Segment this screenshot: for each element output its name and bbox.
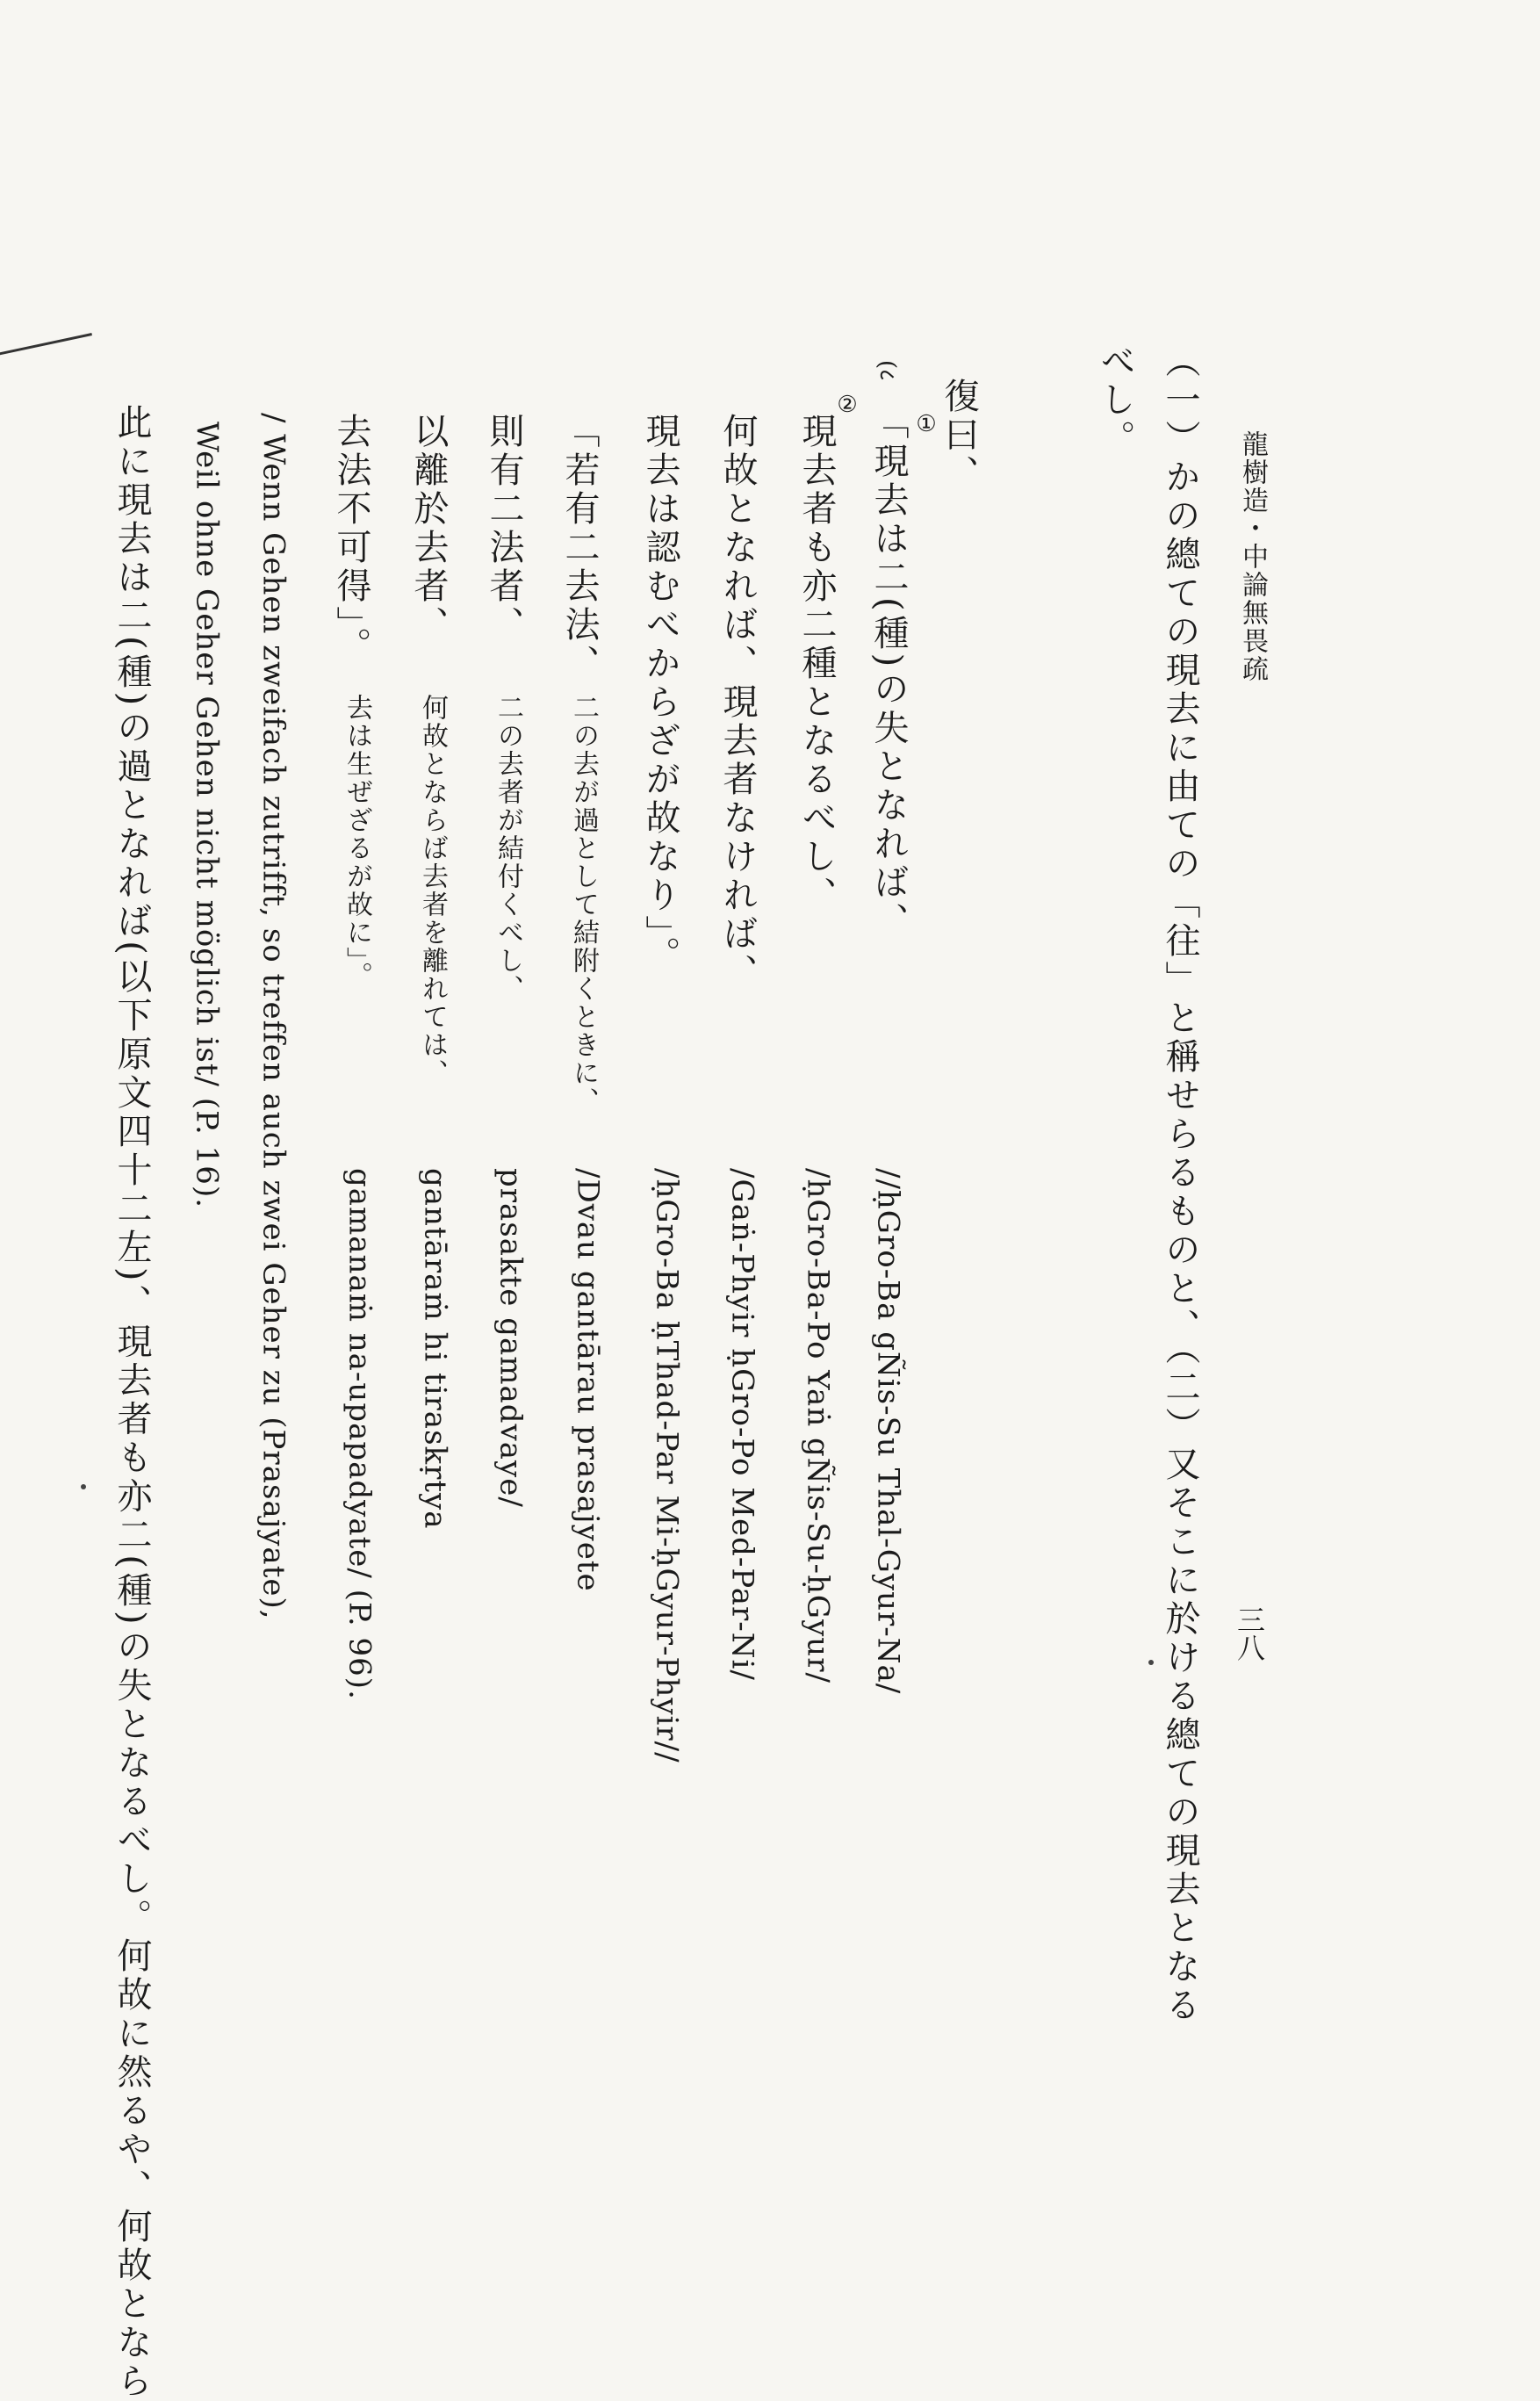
verse-line-sanskrit: prasakte gamadvaye/ <box>493 1168 529 1508</box>
ink-speck <box>1148 1660 1154 1665</box>
verse-line-gloss: 二の去者が結付くべし、 <box>493 694 523 1003</box>
text-line: 此に現去は二(種)の過となれば(以下原文四十二左)、現去者も亦二(種)の失となるべし。何故に然るや、何故となら <box>112 404 152 2401</box>
text-line: べし。 <box>1095 342 1135 458</box>
verse-line-sanskrit: gamanaṁ na-upapadyate/ (P. 96). <box>342 1168 378 1700</box>
verse-line-japanese: 現去は認むべからざが故なり」。 <box>640 413 680 975</box>
ink-speck <box>81 1484 86 1489</box>
verse-line-chinese: 去法不可得」。 <box>331 413 371 666</box>
text-line: （一）かの總ての現去に由ての「往」と稱せらるものと、（二）又そこに於ける總ての現去となる <box>1160 342 1200 2025</box>
verse-line-tibetan: /ḥGro-Ba-Po Yaṅ gÑis-Su-ḥGyur/ <box>800 1168 836 1684</box>
verse-line-japanese: 「現去は二(種)の失となれば、 <box>868 404 909 941</box>
verse-line-chinese: 以離於去者、 <box>408 413 449 645</box>
footnote-marker: ② <box>834 392 860 418</box>
page-number: 三八 <box>1233 1605 1266 1662</box>
verse-line-chinese: 則有二法者、 <box>484 413 524 645</box>
footnote-marker: ① <box>913 411 939 437</box>
german-translation-line: / Wenn Gehen zweifach zutrifft, so treffen auch zwei Geher zu (Prasajyate), <box>255 413 291 1620</box>
running-head: 龍樹造・中論無畏疏 <box>1237 430 1268 683</box>
verse-line-tibetan: /Gaṅ-Phyir ḥGro-Po Med-Par-Ni/ <box>724 1168 760 1681</box>
text-line: 復曰、 <box>939 378 979 494</box>
verse-line-gloss: 二の去が過として結附くときに、 <box>568 694 599 1115</box>
verse-line-gloss: 何故とならば去者を離れては、 <box>417 694 448 1087</box>
german-translation-line: Weil ohne Geher Gehen nicht möglich ist/ (P. 16). <box>189 422 225 1209</box>
verse-line-tibetan: /ḥGro-Ba ḥThad-Par Mi-ḥGyur-Phyir// <box>649 1168 685 1763</box>
verse-line-japanese: 何故となれば、現去者なければ、 <box>717 413 758 992</box>
verse-line-japanese: 現去者も亦二種となるべし、 <box>796 413 837 915</box>
verse-line-sanskrit: gantāraṁ hi tiraskṛtya <box>417 1168 453 1530</box>
verse-line-chinese: 「若有二去法、 <box>559 413 600 683</box>
verse-line-tibetan: //ḥGro-Ba gÑis-Su Thal-Gyur-Na/ <box>870 1168 906 1695</box>
verse-line-gloss: 去は生ぜざるが故に」。 <box>342 694 372 990</box>
margin-pen-stroke <box>0 333 99 390</box>
verse-line-sanskrit: /Dvau gantārau prasajyete <box>570 1168 606 1592</box>
margin-mark: (८ <box>874 360 900 381</box>
